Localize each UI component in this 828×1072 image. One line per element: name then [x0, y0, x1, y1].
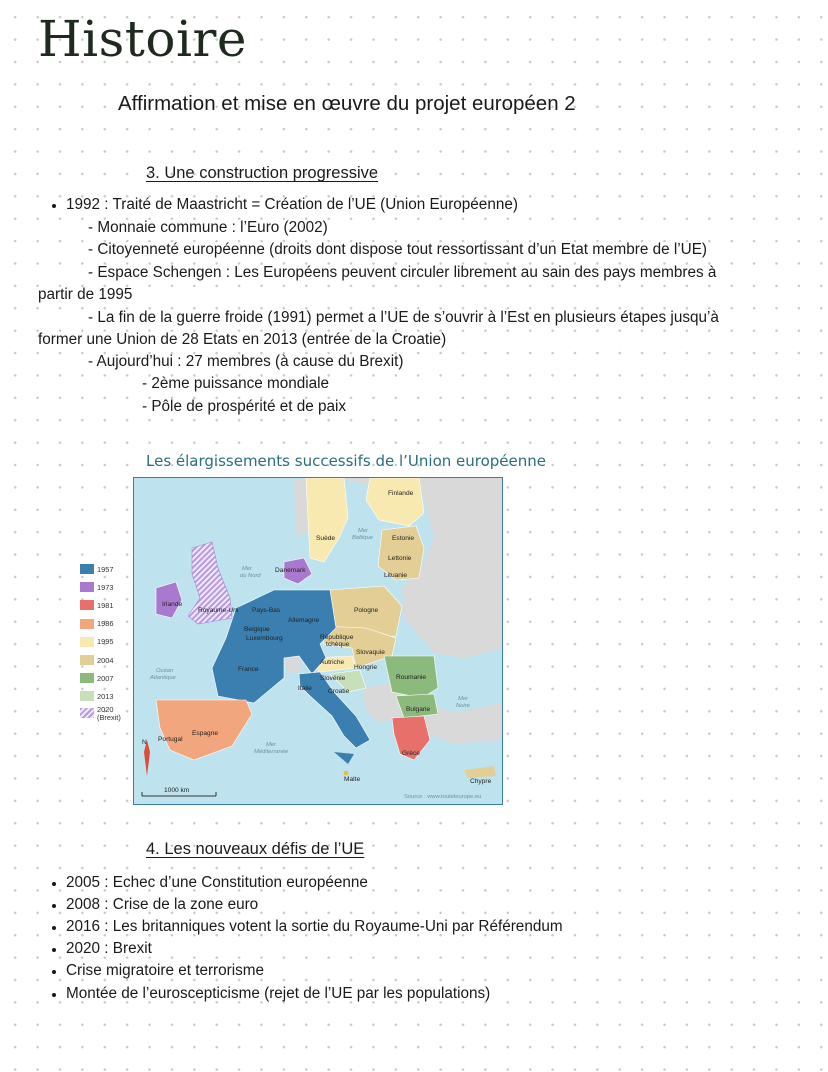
label-pologne: Pologne — [354, 607, 379, 614]
sea-nord-2: du Nord — [240, 573, 261, 579]
list-item: - Citoyenneté européenne (droits dont dispose tout ressortissant d’un Etat membre de l’UE) — [88, 241, 708, 258]
list-item: 1992 : Traité de Maastricht = Création de l’UE (Union Européenne) — [66, 194, 518, 216]
sea-med-1: Mer — [266, 742, 276, 748]
list-item: 2008 : Crise de la zone euro — [66, 894, 258, 916]
label-bulgarie: Bulgarie — [406, 706, 431, 713]
label-italie: Italie — [298, 685, 312, 692]
legend-swatch — [80, 691, 94, 701]
list-item: Crise migratoire et terrorisme — [66, 960, 264, 982]
legend-item: 1995 — [80, 633, 121, 651]
legend-swatch — [80, 673, 94, 683]
list-item: - Espace Schengen : Les Européens peuvent circuler librement au sain des pays membres à — [88, 264, 717, 281]
label-portugal: Portugal — [158, 736, 183, 743]
list-item: - La fin de la guerre froide (1991) permet a l’UE de s’ouvrir à l’Est en plusieurs étapes jusqu’à — [88, 309, 719, 326]
label-france: France — [238, 666, 259, 673]
sea-nord-1: Mer — [242, 566, 252, 572]
legend-item: 1973 — [80, 578, 121, 596]
label-slovaquie: Slovaquie — [356, 649, 385, 656]
sea-atlantique-2: Atlantique — [150, 675, 176, 681]
label-danemark: Danemark — [275, 567, 306, 574]
legend-swatch — [80, 600, 94, 610]
page-title: Histoire — [38, 10, 247, 68]
sea-baltique-1: Mer — [358, 528, 368, 534]
label-lituanie: Lituanie — [384, 572, 408, 579]
sea-atlantique-1: Océan — [156, 668, 174, 674]
sea-noire-1: Mer — [458, 696, 468, 702]
legend-item: 1986 — [80, 615, 121, 633]
north-label: N — [142, 739, 147, 746]
list-item: - Aujourd’hui : 27 membres (à cause du Brexit) — [88, 353, 404, 370]
legend-swatch — [80, 637, 94, 647]
label-tcheque: tchèque — [326, 641, 350, 648]
list-item: - Monnaie commune : l’Euro (2002) — [88, 219, 328, 236]
label-espagne: Espagne — [192, 730, 219, 737]
legend-item: 2020 (Brexit) — [80, 706, 121, 728]
map-title: Les élargissements successifs de l’Union européenne — [146, 452, 546, 470]
legend-item: 1981 — [80, 596, 121, 614]
label-grece: Grèce — [402, 750, 420, 757]
legend-swatch — [80, 619, 94, 629]
map-legend — [80, 560, 121, 728]
label-allemagne: Allemagne — [288, 617, 320, 624]
scale-label: 1000 km — [164, 787, 190, 794]
list-item: Montée de l’euroscepticisme (rejet de l’UE par les populations) — [66, 983, 490, 1005]
label-slovenie: Slovénie — [320, 675, 346, 682]
eu-enlargement-map — [133, 477, 503, 805]
map-source: Source : www.touteleurope.eu — [404, 794, 482, 800]
list-item: - Pôle de prospérité et de paix — [142, 398, 347, 415]
legend-item: 2013 — [80, 687, 121, 705]
page-subtitle: Affirmation et mise en œuvre du projet européen 2 — [118, 92, 576, 115]
label-hongrie: Hongrie — [354, 664, 378, 671]
label-estonie: Estonie — [392, 535, 414, 542]
label-malte: Malte — [344, 776, 361, 783]
list-item-continued: partir de 1995 — [38, 286, 133, 303]
legend-swatch — [80, 582, 94, 592]
label-royaume-uni: Royaume-Uni — [198, 607, 239, 614]
sea-noire-2: Noire — [456, 703, 470, 709]
malta-shape — [344, 771, 349, 776]
legend-item: 2007 — [80, 669, 121, 687]
label-belgique: Belgique — [244, 626, 270, 633]
list-item-continued: former une Union de 28 Etats en 2013 (entrée de la Croatie) — [38, 331, 447, 348]
label-irlande: Irlande — [162, 601, 183, 608]
legend-swatch — [80, 564, 94, 574]
label-suede: Suède — [316, 535, 336, 542]
list-item: 2016 : Les britanniques votent la sortie du Royaume-Uni par Référendum — [66, 916, 563, 938]
label-republique-tcheque: République — [320, 634, 354, 641]
section-4-heading: 4. Les nouveaux défis de l’UE — [146, 840, 365, 858]
sea-baltique-2: Baltique — [352, 535, 373, 541]
label-chypre: Chypre — [470, 778, 492, 785]
section-3-heading: 3. Une construction progressive — [146, 164, 379, 182]
label-autriche: Autriche — [320, 659, 345, 666]
label-roumanie: Roumanie — [396, 674, 427, 681]
list-item: - 2ème puissance mondiale — [142, 375, 330, 392]
label-lettonie: Lettonie — [388, 555, 412, 562]
label-luxembourg: Luxembourg — [246, 635, 283, 642]
label-croatie: Croatie — [328, 688, 350, 695]
legend-item: 1957 — [80, 560, 121, 578]
legend-swatch-hatched — [80, 708, 94, 718]
label-finlande: Finlande — [388, 490, 414, 497]
legend-item: 2004 — [80, 651, 121, 669]
list-item: 2020 : Brexit — [66, 938, 152, 960]
list-item: 2005 : Echec d’une Constitution européenne — [66, 872, 368, 894]
sea-med-2: Méditerranée — [254, 749, 289, 755]
label-pays-bas: Pays-Bas — [252, 607, 281, 614]
legend-swatch — [80, 655, 94, 665]
